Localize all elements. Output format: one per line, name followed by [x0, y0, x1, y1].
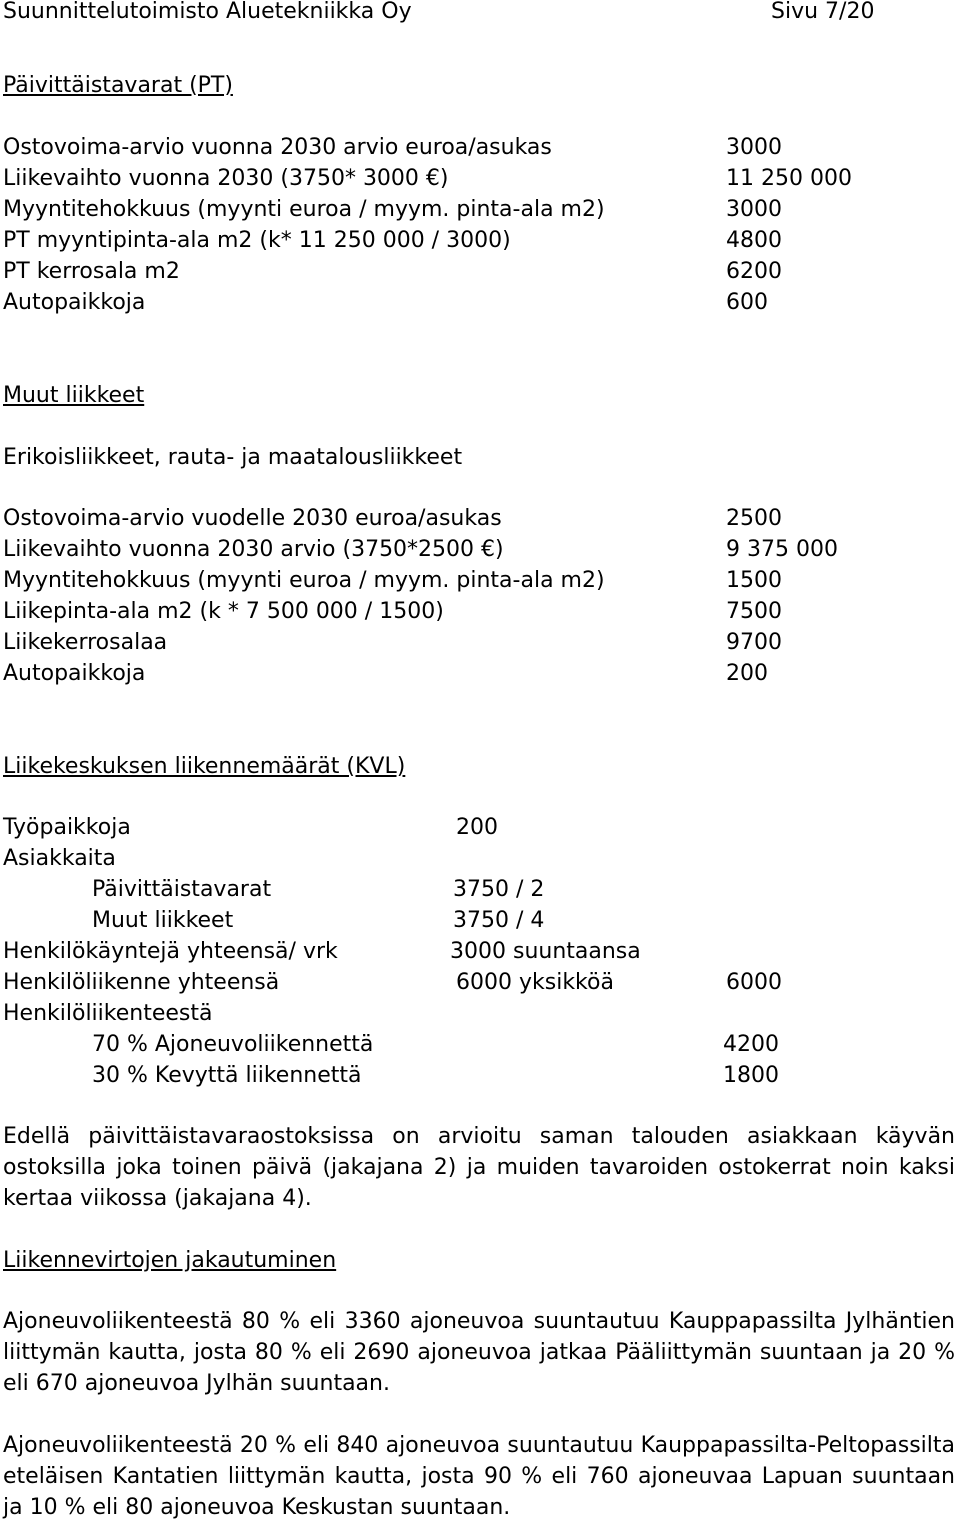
pt-row: Myyntitehokkuus (myynti euroa / myym. pinta-ala m2) 3000 [3, 197, 782, 222]
kvl-row: Henkilökäyntejä yhteensä/ vrk 3000 suuntaansa [3, 939, 641, 964]
kvl-row: Päivittäistavarat 3750 / 2 [92, 877, 545, 902]
kvl-row: 30 % Kevyttä liikennettä 1800 [92, 1063, 779, 1088]
kvl-row: Henkilöliikenteestä [3, 1001, 213, 1026]
muut-subheading: Erikoisliikkeet, rauta- ja maatalousliikkeet [3, 445, 463, 470]
pt-row: Ostovoima-arvio vuonna 2030 arvio euroa/asukas 3000 [3, 135, 782, 160]
pt-heading: Päivittäistavarat (PT) [3, 73, 233, 98]
muut-row: Ostovoima-arvio vuodelle 2030 euroa/asukas 2500 [3, 506, 782, 531]
pt-row: Autopaikkoja 600 [3, 290, 768, 315]
kvl-row: Muut liikkeet 3750 / 4 [92, 908, 545, 933]
kvl-row: Työpaikkoja 200 [3, 815, 498, 840]
pt-row: Liikevaihto vuonna 2030 (3750* 3000 €) 11 250 000 [3, 166, 852, 191]
jakautuminen-paragraph-1: Ajoneuvoliikenteestä 80 % eli 3360 ajoneuvoa suuntautuu Kauppapassilta Jylhäntien liittymän kautta, josta 80 % eli 2690 ajoneuvoa jatkaa Pääliittymän suuntaan ja 20 % eli 670 ajoneuvoa Jylhän suuntaan. [3, 1309, 955, 1396]
jakautuminen-paragraph-2: Ajoneuvoliikenteestä 20 % eli 840 ajoneuvoa suuntautuu Kauppapassilta-Peltopassilta eteläisen Kantatien liittymän kautta, josta 90 % eli 760 ajoneuvaa Lapuan suuntaan ja 10 % eli 80 ajoneuvoa Keskustan suuntaan. [3, 1433, 955, 1520]
muut-row: Liikevaihto vuonna 2030 arvio (3750*2500 €) 9 375 000 [3, 537, 838, 562]
kvl-heading: Liikekeskuksen liikennemäärät (KVL) [3, 754, 406, 779]
jakautuminen-heading: Liikennevirtojen jakautuminen [3, 1248, 337, 1273]
muut-heading: Muut liikkeet [3, 383, 145, 408]
muut-row: Autopaikkoja 200 [3, 661, 768, 686]
kvl-row: Asiakkaita [3, 846, 116, 871]
explanation-paragraph: Edellä päivittäistavaraostoksissa on arvioitu saman talouden asiakkaan käyvän ostoksilla joka toinen päivä (jakajana 2) ja muiden tavaroiden ostokerrat noin kaksi kertaa viikossa (jakajana 4). [3, 1124, 955, 1211]
muut-row: Liikekerrosalaa 9700 [3, 630, 782, 655]
muut-row: Liikepinta-ala m2 (k * 7 500 000 / 1500) 7500 [3, 599, 782, 624]
page-number: Sivu 7/20 [771, 0, 875, 24]
pt-row: PT myyntipinta-ala m2 (k* 11 250 000 / 3000) 4800 [3, 228, 782, 253]
muut-row: Myyntitehokkuus (myynti euroa / myym. pinta-ala m2) 1500 [3, 568, 782, 593]
header-company: Suunnittelutoimisto Aluetekniikka Oy [3, 0, 412, 24]
kvl-row: 70 % Ajoneuvoliikennettä 4200 [92, 1032, 779, 1057]
pt-row: PT kerrosala m2 6200 [3, 259, 782, 284]
kvl-row: Henkilöliikenne yhteensä 6000 yksikköä 6000 [3, 970, 782, 995]
